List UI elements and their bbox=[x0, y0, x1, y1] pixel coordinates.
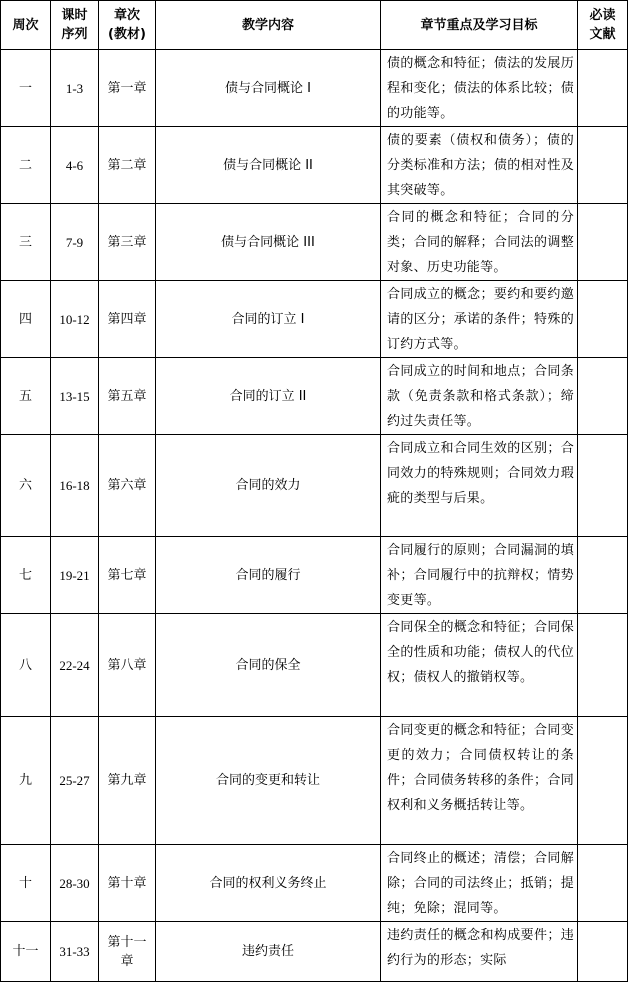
hours-cell: 25-27 bbox=[51, 717, 99, 845]
goals-cell: 合同履行的原则；合同漏洞的填补；合同履行中的抗辩权；情势变更等。 bbox=[381, 537, 578, 614]
reading-cell bbox=[578, 845, 628, 922]
goals-cell: 合同保全的概念和特征；合同保全的性质和功能；债权人的代位权；债权人的撤销权等。 bbox=[381, 614, 578, 717]
week-cell: 八 bbox=[1, 614, 51, 717]
week-cell: 七 bbox=[1, 537, 51, 614]
header-reading-text: 必读文献 bbox=[589, 8, 616, 42]
content-cell: 债与合同概论 II bbox=[156, 127, 381, 204]
goals-cell: 债的概念和特征；债法的发展历程和变化；债法的体系比较；债的功能等。 bbox=[381, 50, 578, 127]
header-week: 周次 bbox=[1, 1, 51, 50]
goals-cell: 合同终止的概述；清偿；合同解除；合同的司法终止；抵销；提纯；免除；混同等。 bbox=[381, 845, 578, 922]
goals-cell: 合同成立的概念；要约和要约邀请的区分；承诺的条件；特殊的订约方式等。 bbox=[381, 281, 578, 358]
hours-cell: 1-3 bbox=[51, 50, 99, 127]
header-reading bbox=[578, 1, 628, 50]
table-row bbox=[1, 127, 628, 204]
reading-cell bbox=[578, 127, 628, 204]
reading-cell bbox=[578, 717, 628, 845]
content-cell: 合同的保全 bbox=[156, 614, 381, 717]
chapter-cell: 第七章 bbox=[99, 537, 156, 614]
table-row bbox=[1, 50, 628, 127]
header-goals: 章节重点及学习目标 bbox=[381, 1, 578, 50]
chapter-cell: 第一章 bbox=[99, 50, 156, 127]
table-row bbox=[1, 717, 628, 845]
chapter-cell: 第六章 bbox=[99, 435, 156, 537]
table-row bbox=[1, 281, 628, 358]
hours-cell: 4-6 bbox=[51, 127, 99, 204]
table-row bbox=[1, 537, 628, 614]
hours-cell: 7-9 bbox=[51, 204, 99, 281]
chapter-cell: 第九章 bbox=[99, 717, 156, 845]
content-cell: 违约责任 bbox=[156, 922, 381, 982]
chapter-cell bbox=[99, 922, 156, 982]
chapter-cell: 第五章 bbox=[99, 358, 156, 435]
goals-cell: 合同的概念和特征；合同的分类；合同的解释；合同法的调整对象、历史功能等。 bbox=[381, 204, 578, 281]
chapter-cell: 第二章 bbox=[99, 127, 156, 204]
content-cell: 合同的订立 II bbox=[156, 358, 381, 435]
hours-cell: 16-18 bbox=[51, 435, 99, 537]
chapter-text: 第十一章 bbox=[107, 934, 147, 969]
reading-cell bbox=[578, 922, 628, 982]
hours-cell: 31-33 bbox=[51, 922, 99, 982]
table-row bbox=[1, 922, 628, 982]
table-row bbox=[1, 614, 628, 717]
week-cell: 一 bbox=[1, 50, 51, 127]
content-cell: 合同的履行 bbox=[156, 537, 381, 614]
reading-cell bbox=[578, 435, 628, 537]
table-row bbox=[1, 435, 628, 537]
header-chapter bbox=[99, 1, 156, 50]
hours-cell: 19-21 bbox=[51, 537, 99, 614]
header-hours-text: 课时序列 bbox=[61, 8, 88, 42]
table-row bbox=[1, 845, 628, 922]
hours-cell: 28-30 bbox=[51, 845, 99, 922]
hours-cell: 13-15 bbox=[51, 358, 99, 435]
hours-cell: 22-24 bbox=[51, 614, 99, 717]
table-row bbox=[1, 358, 628, 435]
week-cell: 三 bbox=[1, 204, 51, 281]
content-cell: 合同的权利义务终止 bbox=[156, 845, 381, 922]
reading-cell bbox=[578, 358, 628, 435]
week-cell: 十一 bbox=[1, 922, 51, 982]
header-content: 教学内容 bbox=[156, 1, 381, 50]
content-cell: 债与合同概论 III bbox=[156, 204, 381, 281]
table-row bbox=[1, 204, 628, 281]
content-cell: 合同的订立 I bbox=[156, 281, 381, 358]
content-cell: 合同的变更和转让 bbox=[156, 717, 381, 845]
goals-cell: 违约责任的概念和构成要件；违约行为的形态；实际 bbox=[381, 922, 578, 982]
goals-cell: 合同变更的概念和特征；合同变更的效力；合同债权转让的条件；合同债务转移的条件；合同权利和义务概括转让等。 bbox=[381, 717, 578, 845]
chapter-cell: 第三章 bbox=[99, 204, 156, 281]
goals-cell: 合同成立和合同生效的区别；合同效力的特殊规则；合同效力瑕疵的类型与后果。 bbox=[381, 435, 578, 537]
chapter-cell: 第八章 bbox=[99, 614, 156, 717]
goals-cell: 合同成立的时间和地点；合同条款（免责条款和格式条款）；缔约过失责任等。 bbox=[381, 358, 578, 435]
chapter-cell: 第四章 bbox=[99, 281, 156, 358]
header-hours bbox=[51, 1, 99, 50]
reading-cell bbox=[578, 281, 628, 358]
week-cell: 九 bbox=[1, 717, 51, 845]
content-cell: 债与合同概论 I bbox=[156, 50, 381, 127]
content-cell: 合同的效力 bbox=[156, 435, 381, 537]
chapter-cell: 第十章 bbox=[99, 845, 156, 922]
week-cell: 五 bbox=[1, 358, 51, 435]
week-cell: 十 bbox=[1, 845, 51, 922]
reading-cell bbox=[578, 50, 628, 127]
reading-cell bbox=[578, 204, 628, 281]
header-row bbox=[1, 1, 628, 50]
header-chapter-text: 章次(教材) bbox=[108, 8, 146, 42]
hours-cell: 10-12 bbox=[51, 281, 99, 358]
week-cell: 二 bbox=[1, 127, 51, 204]
week-cell: 六 bbox=[1, 435, 51, 537]
week-cell: 四 bbox=[1, 281, 51, 358]
reading-cell bbox=[578, 537, 628, 614]
goals-cell: 债的要素（债权和债务）；债的分类标准和方法；债的相对性及其突破等。 bbox=[381, 127, 578, 204]
reading-cell bbox=[578, 614, 628, 717]
